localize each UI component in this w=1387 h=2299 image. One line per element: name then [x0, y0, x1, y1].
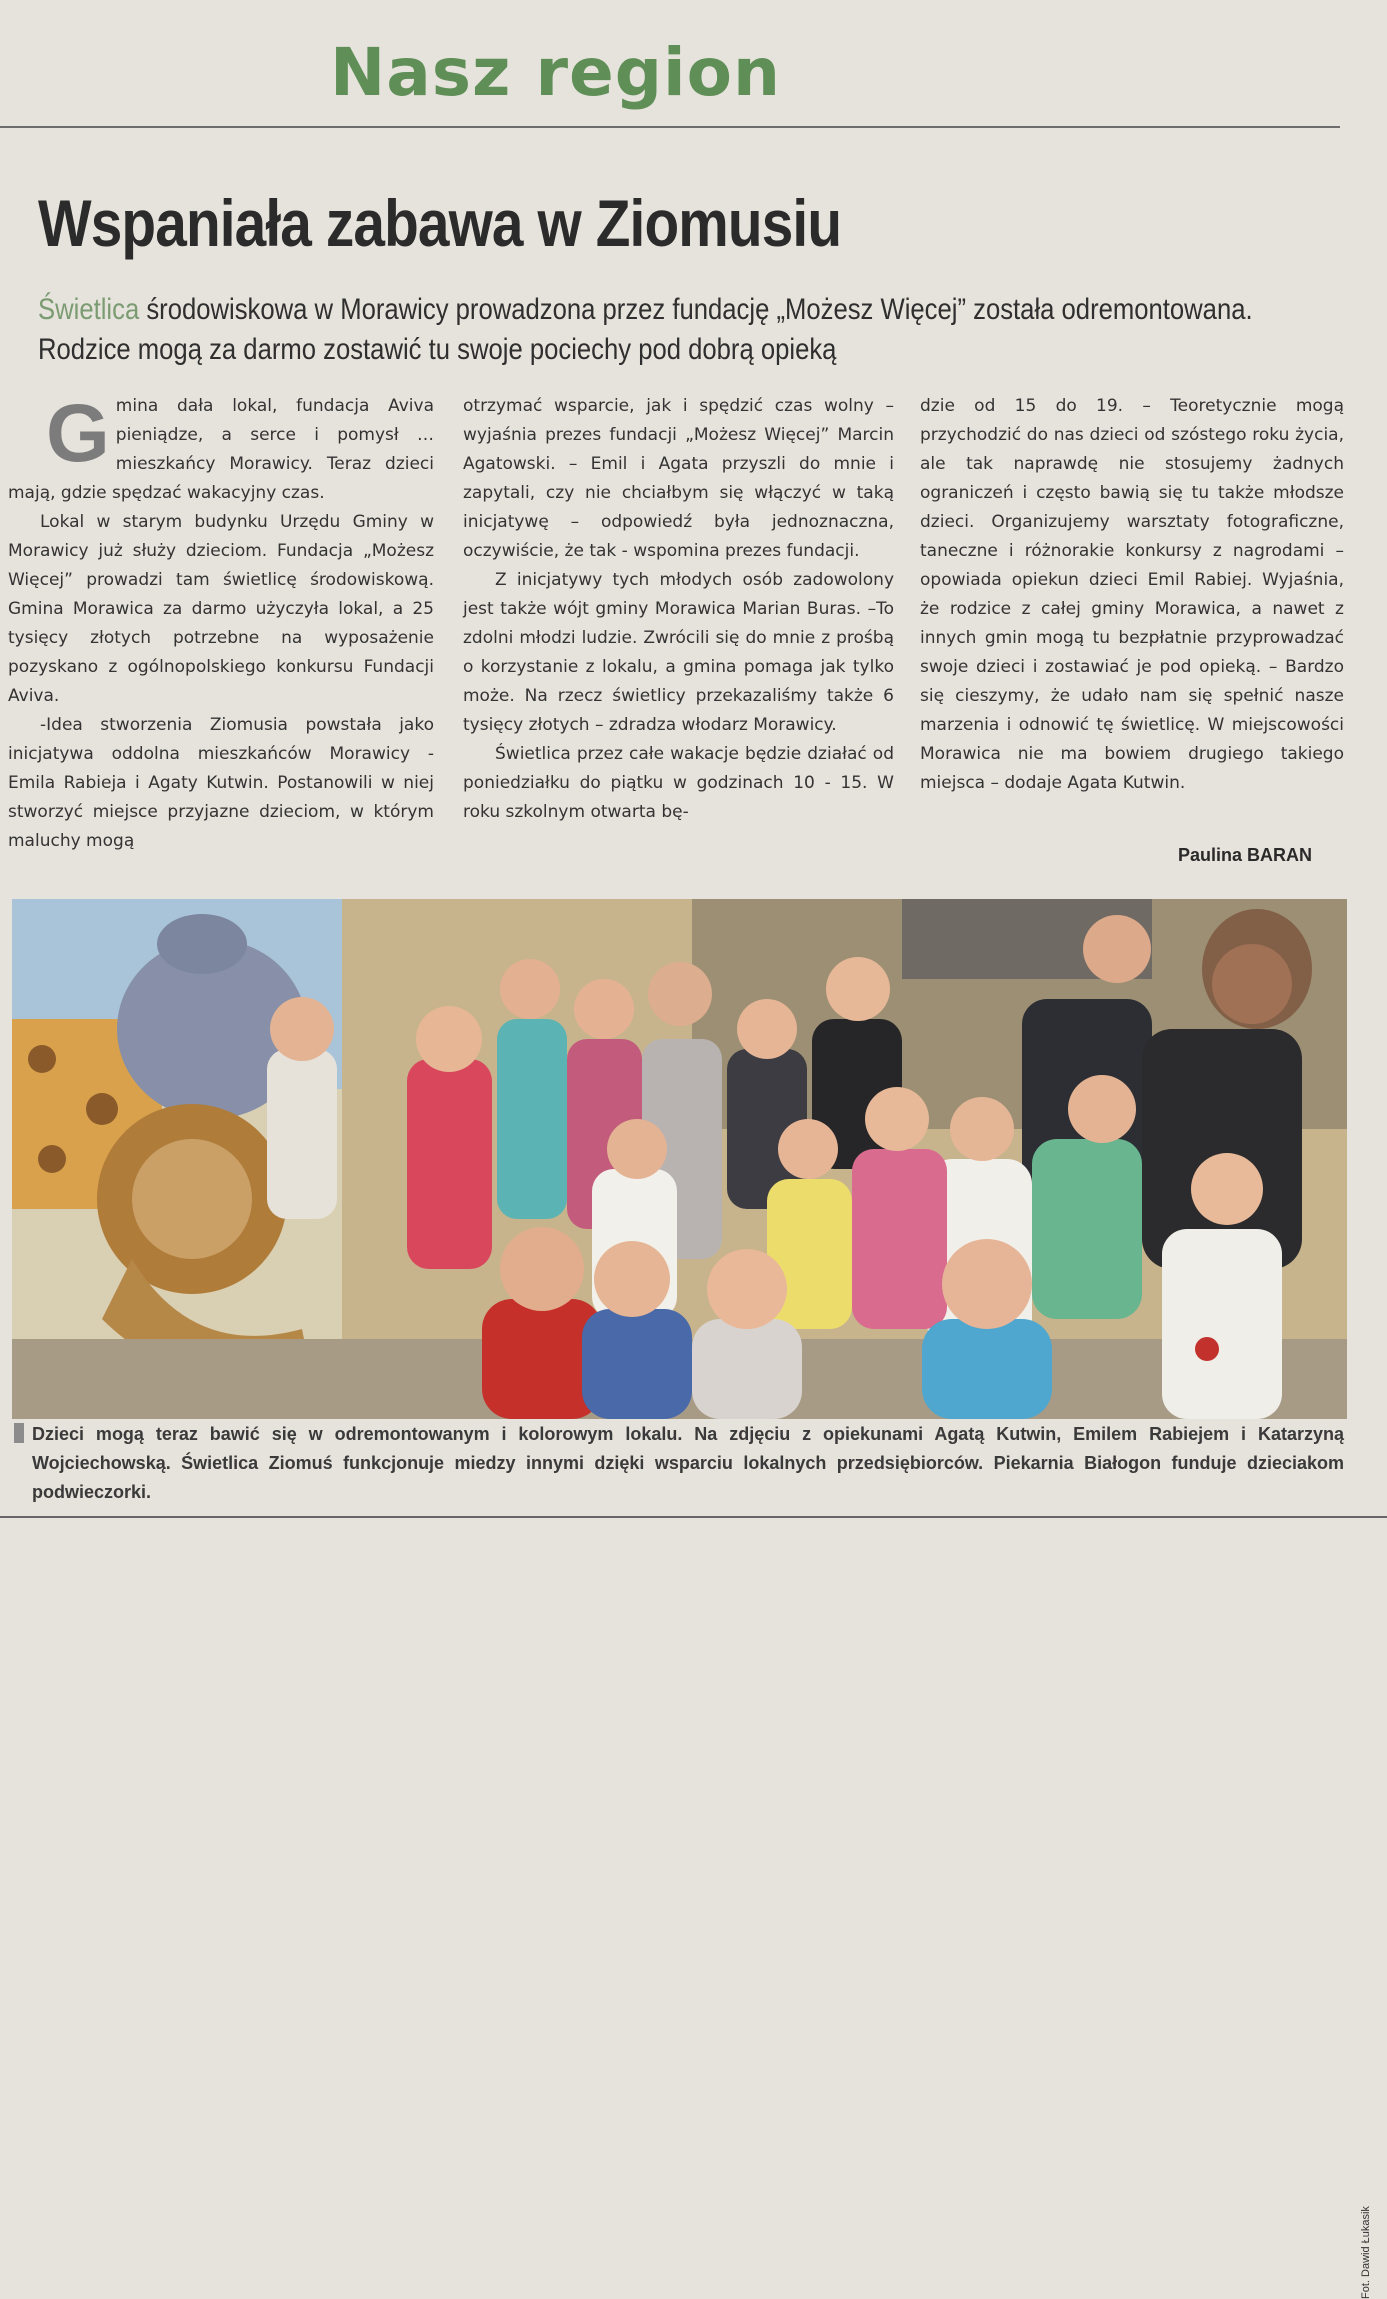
article-column-2 [463, 392, 894, 827]
paragraph: Z inicjatywy tych młodych osób zadowolony jest także wójt gminy Morawica Marian Buras. –To zdolni młodzi ludzie. Zwrócili się do mnie z prośbą o korzystanie z lokalu, a gmina pomaga jak tylko może. Na rzecz świetlicy przekazaliśmy także 6 tysięcy złotych – zdradza włodarz Morawicy. [463, 570, 894, 735]
paragraph: Świetlica przez całe wakacje będzie działać od poniedziałku do piątku w godzinach 10 - 15. W roku szkolnym otwarta bę- [463, 744, 894, 822]
article-lead [38, 290, 1321, 370]
paragraph: -Idea stworzenia Ziomusia powstała jako inicjatywa oddolna mieszkańców Morawicy - Emila Rabieja i Agaty Kutwin. Postanowili w niej stworzyć miejsce przyjazne dzieciom, w którym maluchy mogą [8, 715, 434, 851]
lead-kicker: Świetlica [38, 293, 140, 326]
paragraph: otrzymać wsparcie, jak i spędzić czas wolny –wyjaśnia prezes fundacji „Możesz Więcej” Marcin Agatowski. – Emil i Agata przyszli do mnie i zapytali, czy nie chciałbym się włączyć w taką inicjatywę – odpowiedź była jednoznaczna, oczywiście, że tak - wspomina prezes fundacji. [463, 396, 894, 561]
photo-credit: Fot. Dawid Łukasik [1360, 2206, 1372, 2299]
top-divider [0, 126, 1340, 128]
lead-text: środowiskowa w Morawicy prowadzona przez fundację „Możesz Więcej” została odremontowana. [139, 293, 1253, 326]
paragraph: dzie od 15 do 19. – Teoretycznie mogą przychodzić do nas dzieci od szóstego roku życia, ale tak naprawdę nie stosujemy żadnych ograniczeń i często bawią się tu także młodsze dzieci. Organizujemy warsztaty fotograficzne, taneczne i różnorakie konkursy z nagrodami – opowiada opiekun dzieci Emil Rabiej. Wyjaśnia, że rodzice z całej gminy Morawica, a nawet z innych gmin mogą tu bezpłatnie przyprowadzać swoje dzieci i zostawiać je pod opieką. – Bardzo się cieszymy, że udało nam się spełnić nasze marzenia i odnowić tę świetlicę. W miejscowości Morawica nie ma bowiem drugiego takiego miejsca – dodaje Agata Kutwin. [920, 396, 1344, 793]
caption-marker [14, 1423, 24, 1443]
group-photo-illustration [12, 899, 1347, 1419]
article-headline: Wspaniała zabawa w Ziomusiu [38, 186, 842, 260]
drop-cap: G [46, 388, 110, 479]
bottom-divider [0, 1516, 1387, 1518]
photo-caption: Dzieci mogą teraz bawić się w odremontowanym i kolorowym lokalu. Na zdjęciu z opiekunami Agatą Kutwin, Emilem Rabiejem i Katarzyną Wojciechowską. Świetlica Ziomuś funkcjonuje miedzy innymi dzięki wsparciu lokalnych przedsiębiorców. Piekarnia Białogon funduje dzieciakom podwieczorki. [32, 1424, 1344, 1502]
paragraph: Lokal w starym budynku Urzędu Gminy w Morawicy już służy dzieciom. Fundacja „Możesz Więcej” prowadzi tam świetlicę środowiskową. Gmina Morawica za darmo użyczyła lokal, a 25 tysięcy złotych potrzebne na wyposażenie pozyskano z ogólnopolskiego konkursu Fundacji Aviva. [8, 512, 434, 706]
lead-text-line2: Rodzice mogą za darmo zostawić tu swoje pociechy pod dobrą opieką [38, 333, 837, 366]
byline: Paulina BARAN [1178, 845, 1313, 865]
article-column-3 [920, 392, 1344, 798]
section-title: Nasz region [330, 34, 781, 111]
paragraph: mina dała lokal, fundacja Aviva pieniądze, a serce i pomysł …mieszkańcy Morawicy. Teraz dzieci mają, gdzie spędzać wakacyjny czas. [8, 396, 434, 503]
article-column-1 [8, 388, 434, 856]
